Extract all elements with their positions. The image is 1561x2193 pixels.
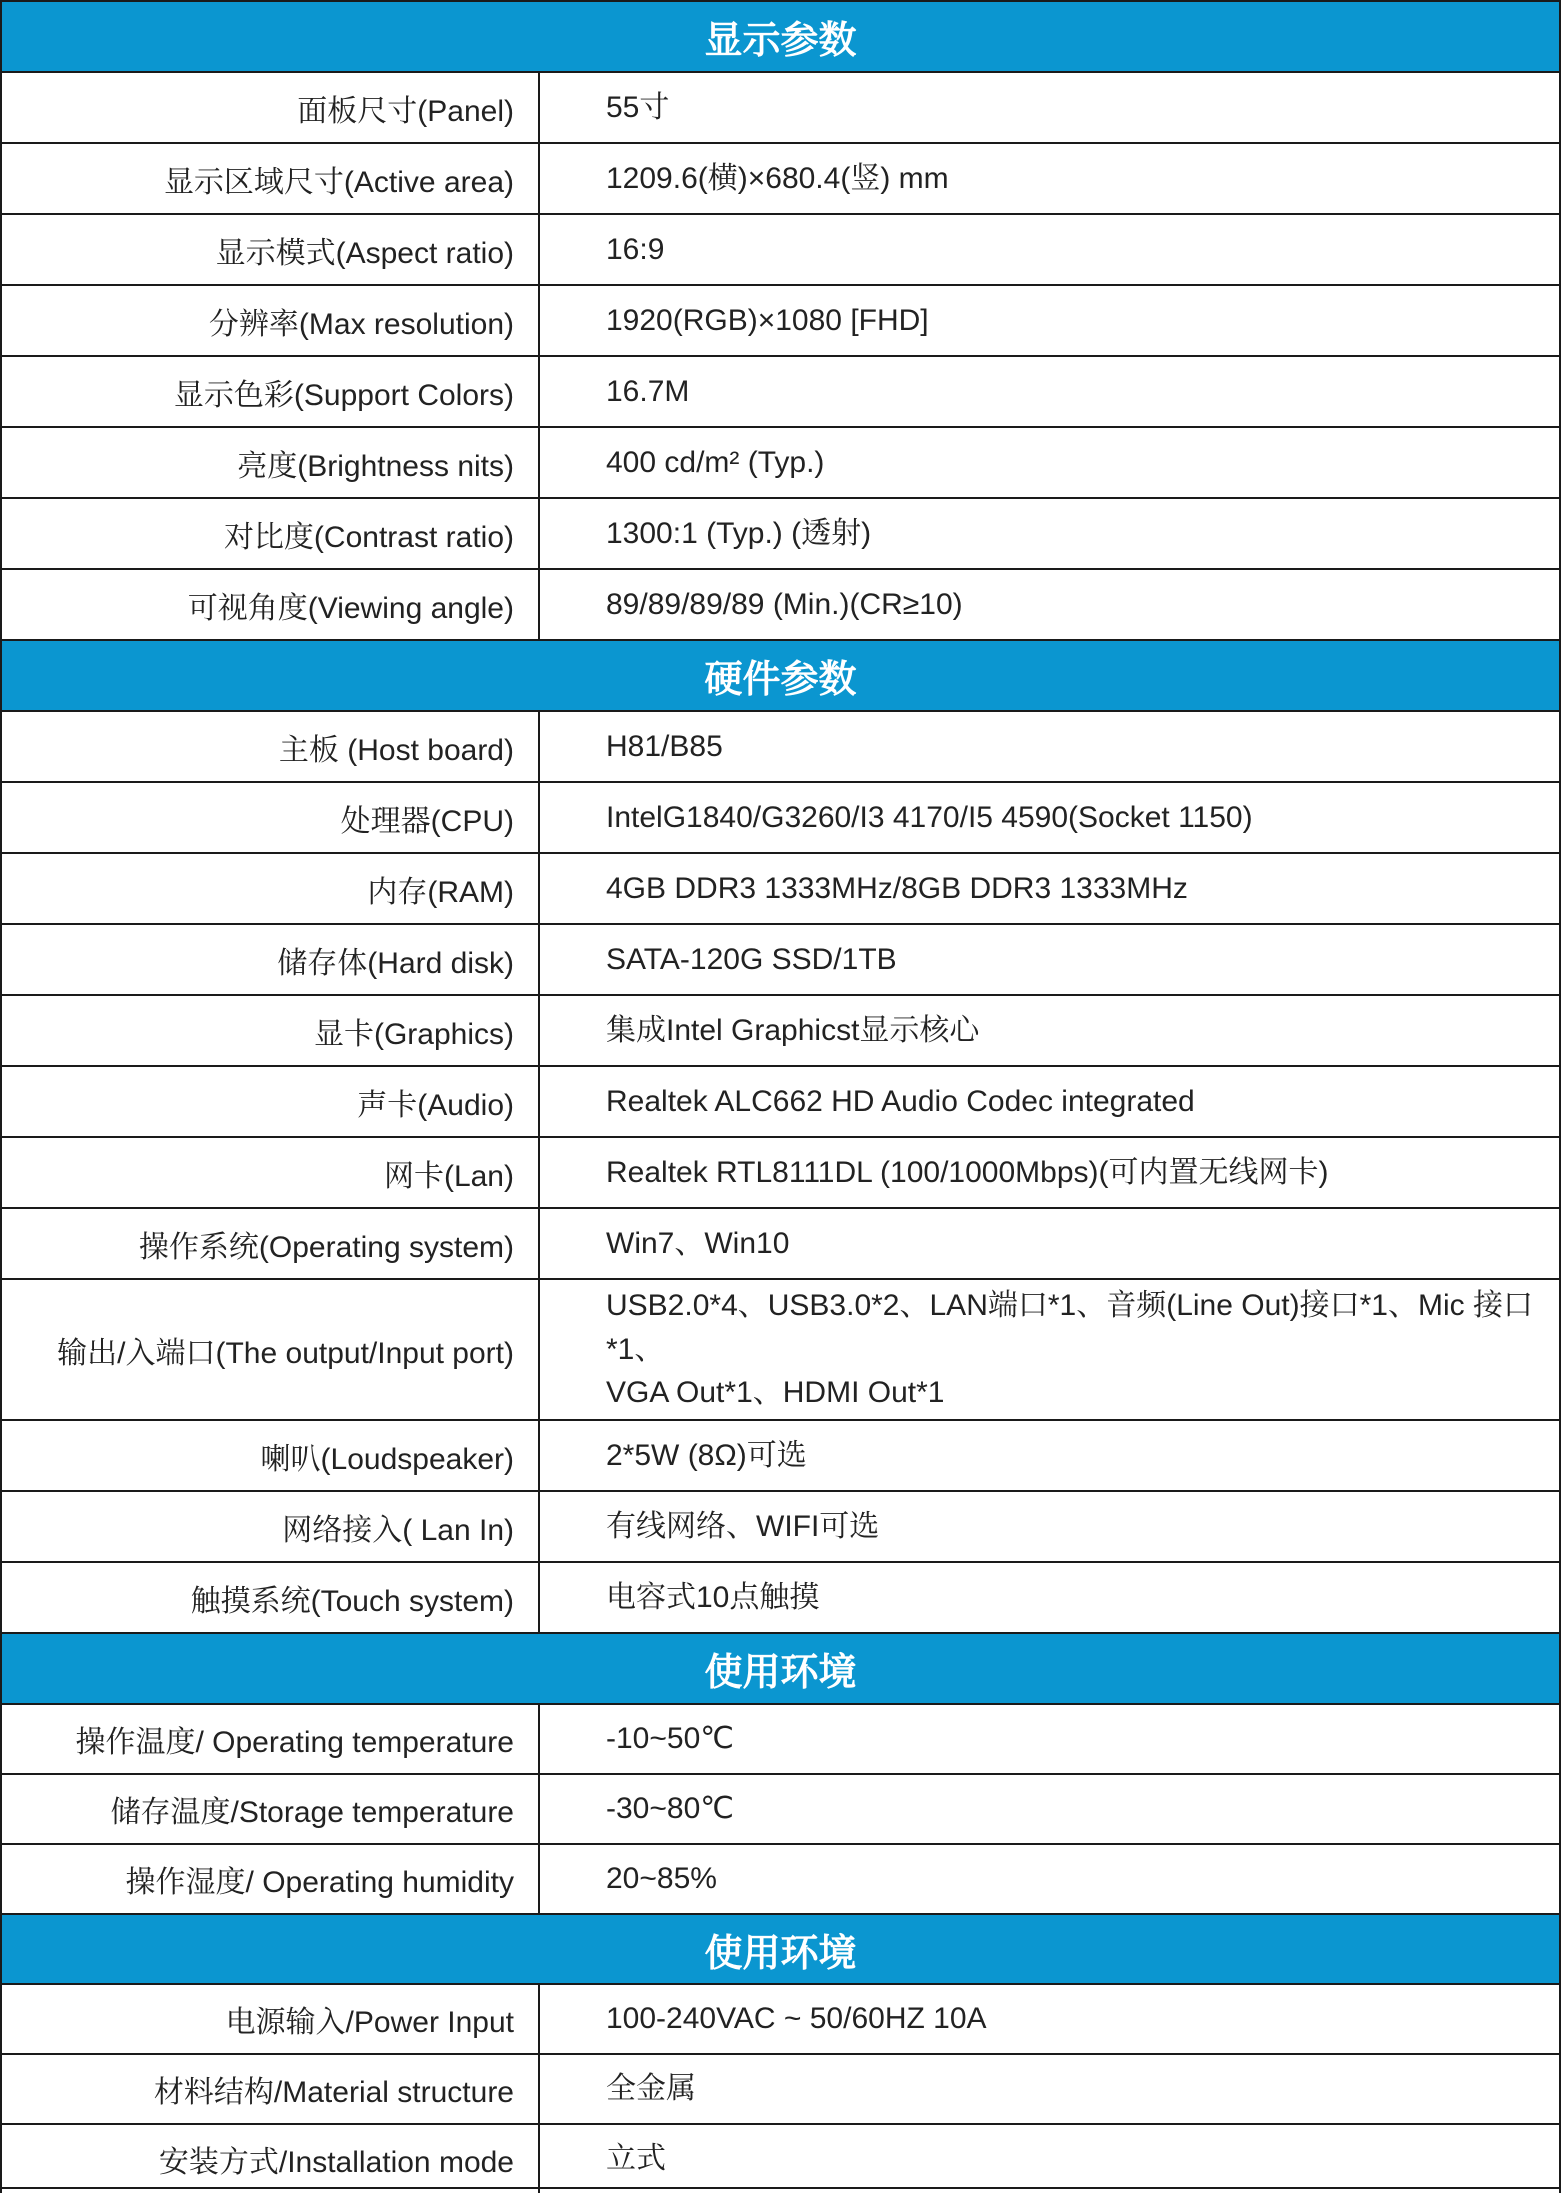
table-row [0,1561,1561,1632]
row-value: 1300:1 (Typ.) (透射) [606,516,872,550]
row-label: 网络接入( Lan In) [2,1492,540,1561]
row-value: -10~50℃ [606,1722,734,1756]
row-value: 100-240VAC ~ 50/60HZ 10A [606,2002,987,2036]
row-value: -30~80℃ [606,1792,734,1826]
row-label: 输出/入端口(The output/Input port) [2,1280,540,1419]
row-value: Realtek RTL8111DL (100/1000Mbps)(可内置无线网卡) [606,1155,1329,1189]
table-row [0,1065,1561,1136]
row-label: 电源输入/Power Input [2,1985,540,2053]
row-value: 400 cd/m² (Typ.) [606,445,825,479]
table-row [0,781,1561,852]
row-label: 储存温度/Storage temperature [2,1775,540,1843]
row-label: 触摸系统(Touch system) [2,1563,540,1632]
row-value: 有线网络、WIFI可选 [606,1509,880,1543]
row-value: SATA-120G SSD/1TB [606,942,897,976]
table-row [0,1773,1561,1843]
section-header-display: 显示参数 [0,0,1561,71]
row-value: 1920(RGB)×1080 [FHD] [606,303,929,337]
row-label: 储存体(Hard disk) [2,925,540,994]
table-row [0,213,1561,284]
row-value: 电容式10点触摸 [606,1580,820,1614]
section-header-power: 使用环境 [0,1913,1561,1983]
row-value: 16:9 [606,232,665,266]
table-row [0,1136,1561,1207]
table-row [0,568,1561,639]
table-row [0,355,1561,426]
row-value: H81/B85 [606,729,723,763]
table-row [0,1278,1561,1419]
section-header-environment: 使用环境 [0,1632,1561,1703]
row-label: 对比度(Contrast ratio) [2,499,540,568]
row-value: 立式 [606,2142,666,2176]
row-label: 显示色彩(Support Colors) [2,357,540,426]
table-row [0,497,1561,568]
table-row [0,71,1561,142]
row-label: 操作系统(Operating system) [2,1209,540,1278]
row-value: Realtek ALC662 HD Audio Codec integrated [606,1084,1195,1118]
table-row [0,1419,1561,1490]
section-header-hardware: 硬件参数 [0,639,1561,710]
row-label: 内存(RAM) [2,854,540,923]
row-label: 网卡(Lan) [2,1138,540,1207]
row-label: 安装方式/Installation mode [2,2125,540,2193]
table-row [0,1983,1561,2053]
row-value: 集成Intel Graphicst显示核心 [606,1013,980,1047]
row-label: 主板 (Host board) [2,712,540,781]
row-value: 89/89/89/89 (Min.)(CR≥10) [606,587,963,621]
row-label: 处理器(CPU) [2,783,540,852]
table-row [0,1703,1561,1773]
row-label: 声卡(Audio) [2,1067,540,1136]
row-label: 显示模式(Aspect ratio) [2,215,540,284]
row-label: 分辨率(Max resolution) [2,286,540,355]
row-label: 操作温度/ Operating temperature [2,1705,540,1773]
row-label: 显示区域尺寸(Active area) [2,144,540,213]
row-label: 操作湿度/ Operating humidity [2,1845,540,1913]
row-value: 20~85% [606,1862,717,1896]
row-value: 16.7M [606,374,690,408]
row-value: 55寸 [606,90,670,124]
row-label: 喇叭(Loudspeaker) [2,1421,540,1490]
table-row [0,852,1561,923]
row-label: 材料结构/Material structure [2,2055,540,2123]
row-value: 1209.6(横)×680.4(竖) mm [606,161,949,195]
row-value: Win7、Win10 [606,1226,790,1260]
table-row [0,426,1561,497]
row-value: IntelG1840/G3260/I3 4170/I5 4590(Socket 1150) [606,800,1253,834]
table-row [0,2053,1561,2123]
table-row [0,1843,1561,1913]
table-row [0,994,1561,1065]
row-label: 可视角度(Viewing angle) [2,570,540,639]
row-label: 显卡(Graphics) [2,996,540,1065]
table-row [0,1207,1561,1278]
row-value: 全金属 [606,2072,696,2106]
table-row [0,923,1561,994]
table-row [0,2123,1561,2193]
row-value: 2*5W (8Ω)可选 [606,1438,807,1472]
row-label: 亮度(Brightness nits) [2,428,540,497]
row-value: USB2.0*4、USB3.0*2、LAN端口*1、音频(Line Out)接口*1、Mic 接口*1、 VGA Out*1、HDMI Out*1 [606,1289,1533,1410]
table-row [0,284,1561,355]
table-row [0,710,1561,781]
table-row [0,142,1561,213]
table-row [0,1490,1561,1561]
row-label: 面板尺寸(Panel) [2,73,540,142]
row-value: 4GB DDR3 1333MHz/8GB DDR3 1333MHz [606,871,1188,905]
